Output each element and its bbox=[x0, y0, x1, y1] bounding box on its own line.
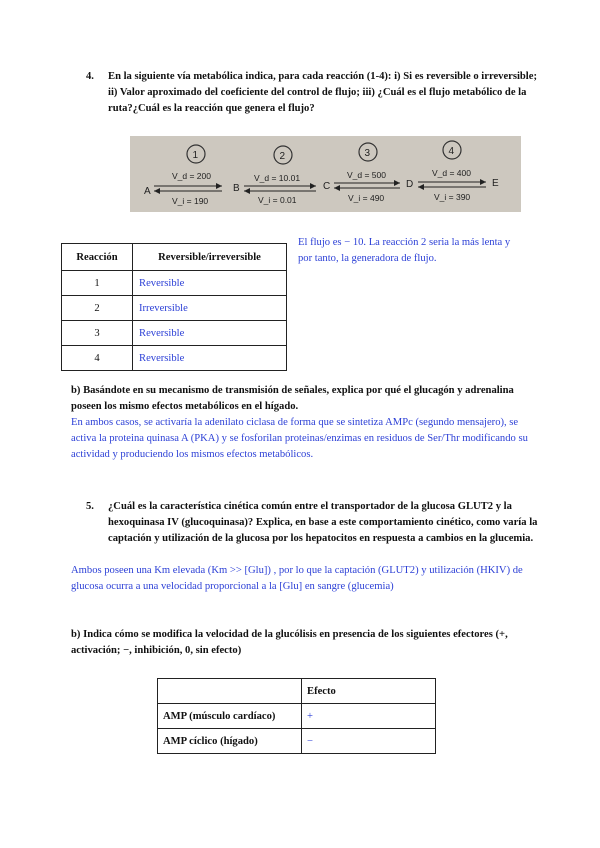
effect-cell: + bbox=[302, 704, 436, 729]
metabolite-A: A bbox=[144, 186, 151, 197]
reaction-cell: 4 bbox=[62, 346, 133, 371]
question-4-text: En la siguiente vía metabólica indica, para cada reacción (1-4): i) Si es reversible o irreversible; ii) Valor aproximado del coeficiente del control de flujo; iii) ¿Cuál es el flujo metabólico de la ruta?¿Cuál es la reacción que genera el flujo? bbox=[108, 71, 537, 114]
header-effect: Efecto bbox=[302, 679, 436, 704]
effectors-table bbox=[157, 678, 436, 754]
effector-cell: AMP (músculo cardíaco) bbox=[158, 704, 302, 729]
effector-cell: AMP cíclico (hígado) bbox=[158, 729, 302, 754]
reversibility-cell: Reversible bbox=[133, 271, 287, 296]
metabolite-B: B bbox=[233, 183, 240, 194]
question-4b-text: b) Basándote en su mecanismo de transmisión de señales, explica por qué el glucagón y adrenalina poseen los mismo efectos metabólicos en el hígado. bbox=[71, 385, 514, 412]
question-4b-answer: En ambos casos, se activaría la adenilato ciclasa de forma que se sintetiza AMPc (segundo mensajero), se activa la proteina quinasa A (PKA) y se fosforilan proteinas/enzimas en residuos de Ser/Thr modificando su actividad y produciendo los mismos efectos metabólicos. bbox=[71, 417, 528, 460]
reaction-1-vd: V_d = 200 bbox=[172, 171, 211, 181]
question-5b-text: b) Indica cómo se modifica la velocidad de la glucólisis en presencia de los siguientes efectores (+, activación; −, inhibición, 0, sin efecto) bbox=[71, 629, 508, 656]
table-row bbox=[158, 729, 436, 754]
reaction-3-number: 3 bbox=[364, 148, 371, 159]
pathway-figure bbox=[130, 136, 521, 212]
table-row bbox=[62, 321, 287, 346]
effect-cell: − bbox=[302, 729, 436, 754]
table-header-row bbox=[62, 244, 287, 271]
metabolite-C: C bbox=[323, 181, 331, 192]
question-4-number: 4. bbox=[86, 71, 94, 82]
reaction-cell: 1 bbox=[62, 271, 133, 296]
reversibility-cell: Reversible bbox=[133, 346, 287, 371]
metabolite-D: D bbox=[406, 179, 414, 190]
reaction-2-number: 2 bbox=[279, 151, 286, 162]
reaction-1-number: 1 bbox=[192, 150, 199, 161]
question-5-number: 5. bbox=[86, 501, 94, 512]
reaction-4-number: 4 bbox=[448, 146, 455, 157]
reaction-cell: 2 bbox=[62, 296, 133, 321]
header-reversible: Reversible/irreversible bbox=[133, 244, 287, 271]
reaction-1-vi: V_i = 190 bbox=[172, 196, 209, 206]
reaction-2-vi: V_i = 0.01 bbox=[258, 195, 297, 205]
reaction-4-vd: V_d = 400 bbox=[432, 168, 471, 178]
flux-answer: El flujo es − 10. La reacción 2 seria la más lenta y por tanto, la generadora de flujo. bbox=[298, 237, 511, 264]
table-row bbox=[62, 346, 287, 371]
question-5 bbox=[86, 499, 546, 547]
reaction-2-vd: V_d = 10.01 bbox=[254, 173, 301, 183]
table-row bbox=[62, 271, 287, 296]
question-5-text: ¿Cuál es la característica cinética común entre el transportador de la glucosa GLUT2 y la hexoquinasa IV (glucoquinasa)? Explica, en base a este comportamiento cinético, como varía la captación y utilización de la glucosa por los hepatocitos en respuesta a cambios en la glucemia. bbox=[108, 501, 538, 544]
reaction-cell: 3 bbox=[62, 321, 133, 346]
reaction-4-vi: V_i = 390 bbox=[434, 192, 471, 202]
question-5-answer: Ambos poseen una Km elevada (Km >> [Glu]) , por lo que la captación (GLUT2) y utilización (HKIV) de glucosa ocurra a una velocidad proporcional a la [Glu] en sangre (glucemia) bbox=[71, 565, 523, 592]
reversibility-table bbox=[61, 243, 287, 371]
reversibility-cell: Irreversible bbox=[133, 296, 287, 321]
table-header-row bbox=[158, 679, 436, 704]
reaction-3-vi: V_i = 490 bbox=[348, 193, 385, 203]
header-effector bbox=[158, 679, 302, 704]
header-reaction: Reacción bbox=[62, 244, 133, 271]
reversibility-cell: Reversible bbox=[133, 321, 287, 346]
reaction-3-vd: V_d = 500 bbox=[347, 170, 386, 180]
table-row bbox=[62, 296, 287, 321]
metabolite-E: E bbox=[492, 178, 499, 189]
question-4 bbox=[86, 69, 546, 117]
table-row bbox=[158, 704, 436, 729]
